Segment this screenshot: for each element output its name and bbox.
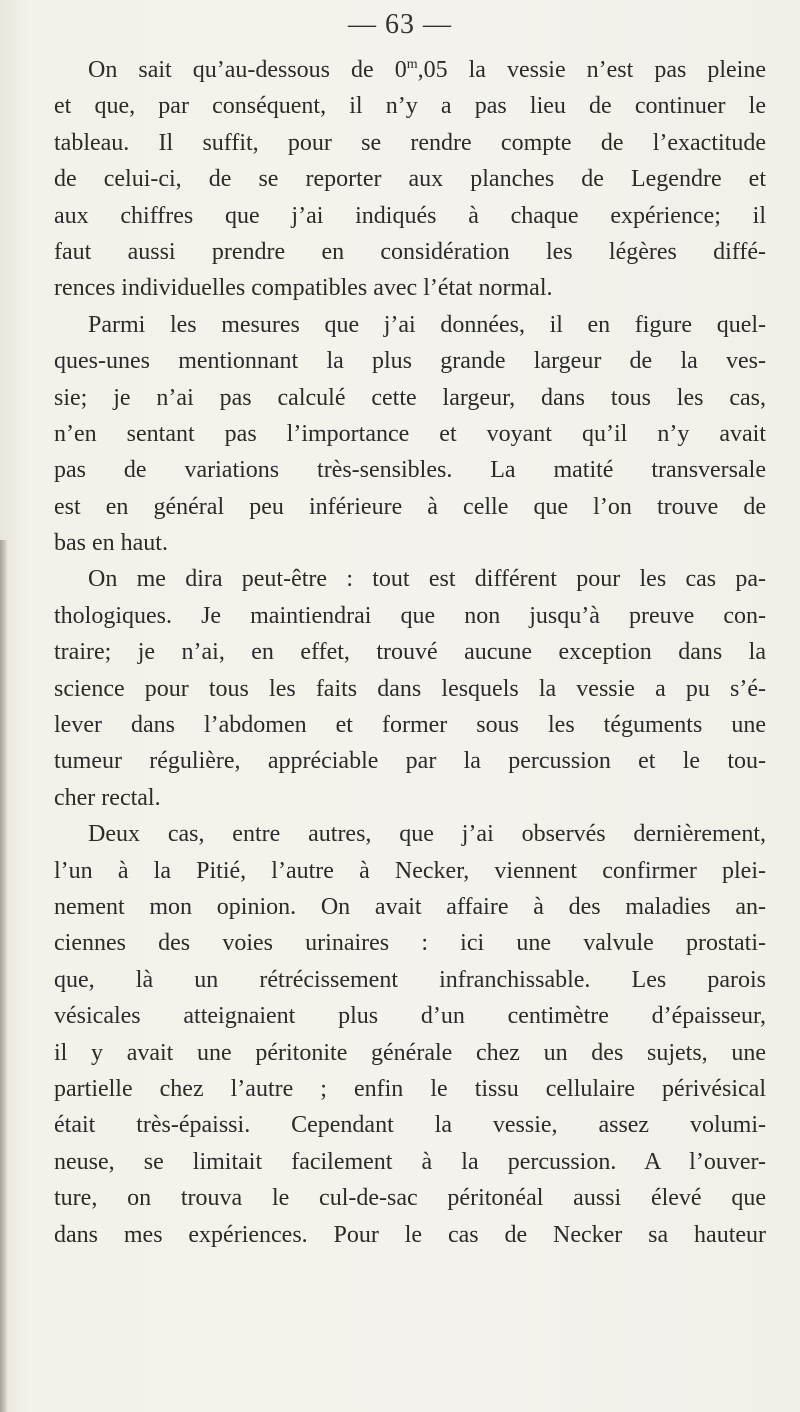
- text-line-content: pas de variations très-sensibles. La matité transversale: [54, 457, 766, 484]
- text-line: [54, 1180, 766, 1216]
- text-line-content: et que, par conséquent, il n’y a pas lieu de continuer le: [54, 93, 766, 120]
- text-line: [54, 962, 766, 998]
- text-line: [54, 1071, 766, 1107]
- text-line: [54, 307, 766, 343]
- text-line: [54, 1144, 766, 1180]
- text-line: [54, 452, 766, 488]
- text-line-content: faut aussi prendre en considération les légères diffé-: [54, 238, 766, 265]
- text-line-content: partielle chez l’autre ; enfin le tissu cellulaire périvésical: [54, 1075, 766, 1102]
- text-line: [54, 707, 766, 743]
- text-line: [54, 52, 766, 88]
- text-line-content: ques-unes mentionnant la plus grande largeur de la ves-: [54, 348, 766, 375]
- text-line-content: On me dira peut-être : tout est différent pour les cas pa-: [88, 566, 766, 593]
- text-line-content: rences individuelles compatibles avec l’état normal.: [54, 275, 553, 302]
- text-line-content: lever dans l’abdomen et former sous les téguments une: [54, 712, 766, 739]
- text-line-content: cher rectal.: [54, 784, 161, 811]
- text-line-content: On sait qu’au-dessous de 0: [88, 57, 407, 83]
- text-line-content: bas en haut.: [54, 530, 168, 557]
- text-line-content: traire; je n’ai, en effet, trouvé aucune exception dans la: [54, 639, 766, 666]
- text-line-content: tumeur régulière, appréciable par la percussion et le tou-: [54, 748, 766, 775]
- text-line-content: sie; je n’ai pas calculé cette largeur, dans tous les cas,: [54, 384, 766, 411]
- text-line-continuation: ,05 la vessie n’est pas pleine: [417, 57, 766, 83]
- text-line-content: thologiques. Je maintiendrai que non jusqu’à preuve con-: [54, 602, 766, 629]
- text-line: [54, 416, 766, 452]
- text-line: [54, 598, 766, 634]
- text-line: [54, 88, 766, 124]
- text-line: [54, 161, 766, 197]
- text-line-content: neuse, se limitait facilement à la percussion. A l’ouver-: [54, 1148, 766, 1175]
- text-line: [54, 270, 766, 306]
- text-line: [54, 816, 766, 852]
- text-line-content: il y avait une péritonite générale chez un des sujets, une: [54, 1039, 766, 1066]
- text-line: [54, 998, 766, 1034]
- text-line: [54, 1035, 766, 1071]
- text-line: [54, 925, 766, 961]
- unit-superscript: m: [406, 57, 418, 72]
- text-line: [54, 380, 766, 416]
- text-line-content: Deux cas, entre autres, que j’ai observés dernièrement,: [88, 821, 766, 848]
- text-line: [54, 743, 766, 779]
- text-line: [54, 671, 766, 707]
- text-line: [54, 198, 766, 234]
- text-line: [54, 1107, 766, 1143]
- text-line: [54, 889, 766, 925]
- text-line: [54, 343, 766, 379]
- text-line: [54, 525, 766, 561]
- text-line: [54, 234, 766, 270]
- text-line: [54, 780, 766, 816]
- text-line: [54, 489, 766, 525]
- text-line-content: l’un à la Pitié, l’autre à Necker, viennent confirmer plei-: [54, 857, 766, 884]
- text-line-content: dans mes expériences. Pour le cas de Necker sa hauteur: [54, 1221, 766, 1248]
- text-line-content: ture, on trouva le cul-de-sac péritonéal aussi élevé que: [54, 1185, 766, 1212]
- text-line-content: vésicales atteignaient plus d’un centimètre d’épaisseur,: [54, 1003, 766, 1030]
- text-line: [54, 561, 766, 597]
- text-line-content: est en général peu inférieure à celle que l’on trouve de: [54, 493, 766, 520]
- text-line: [54, 634, 766, 670]
- text-line-content: ciennes des voies urinaires : ici une valvule prostati-: [54, 930, 766, 957]
- text-line-content: de celui-ci, de se reporter aux planches de Legendre et: [54, 166, 766, 193]
- text-line: [54, 853, 766, 889]
- text-line-content: science pour tous les faits dans lesquels la vessie a pu s’é-: [54, 675, 766, 702]
- body-text: [54, 52, 766, 1253]
- text-line-content: tableau. Il suffit, pour se rendre compte de l’exactitude: [54, 129, 766, 156]
- binding-shadow: [0, 540, 8, 1412]
- text-line: [54, 125, 766, 161]
- page-number: — 63 —: [348, 9, 452, 40]
- text-line-content: que, là un rétrécissement infranchissable. Les parois: [54, 966, 766, 993]
- text-line-content: aux chiffres que j’ai indiqués à chaque expérience; il: [54, 202, 766, 229]
- text-line-content: Parmi les mesures que j’ai données, il en figure quel-: [88, 311, 766, 338]
- text-line: [54, 1217, 766, 1253]
- text-line-content: était très-épaissi. Cependant la vessie, assez volumi-: [54, 1112, 766, 1139]
- text-line-content: nement mon opinion. On avait affaire à des maladies an-: [54, 893, 766, 920]
- text-line-content: n’en sentant pas l’importance et voyant qu’il n’y avait: [54, 420, 766, 447]
